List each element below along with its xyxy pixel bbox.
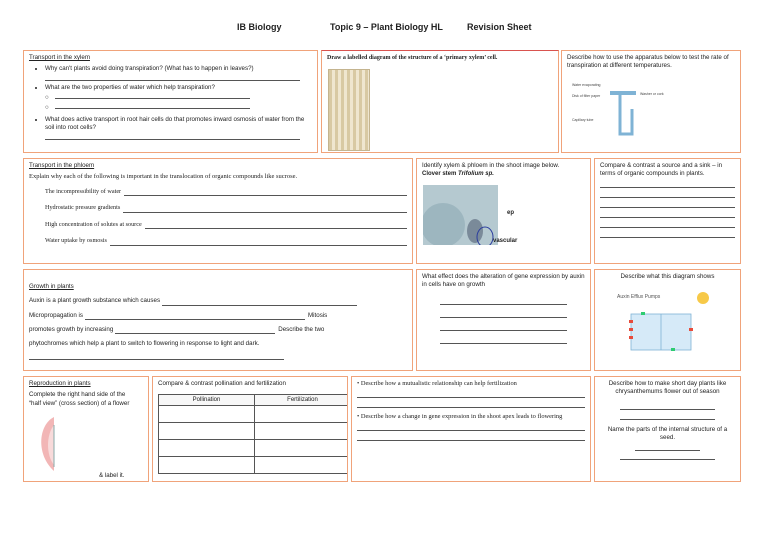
phloem-item: High concentration of solutes at source bbox=[45, 221, 407, 229]
auxin-expression-section bbox=[416, 269, 591, 371]
growth-section bbox=[23, 269, 413, 371]
xylem-question-2: • What are the two properties of water which help transpiration? ○ ○ bbox=[45, 84, 312, 113]
label-filter-paper: Disk of filter paper bbox=[572, 94, 601, 98]
xylem-question-1: • Why can't plants avoid doing transpiration? (What has to happen in leaves?) bbox=[45, 65, 312, 80]
xylem-micrograph bbox=[328, 69, 370, 151]
capillary-tube bbox=[620, 95, 632, 134]
growth-line-4: phytochromes which help a plant to switch to flowering in response to light and dark. bbox=[29, 340, 260, 348]
potometer-diagram bbox=[570, 79, 670, 144]
growth-line-3: promotes growth by increasing Describe the two bbox=[29, 326, 325, 334]
xylem-diagram-section bbox=[321, 50, 559, 153]
mutualism-question: • Describe how a mutualistic relationship can help fertilization bbox=[357, 380, 517, 387]
xylem-section bbox=[23, 50, 318, 153]
growth-line-1: Auxin is a plant growth substance which causes bbox=[29, 297, 407, 305]
pollination-section bbox=[152, 376, 348, 482]
mutualism-section bbox=[351, 376, 591, 482]
shoot-caption: Clover stem Trifolium sp. bbox=[422, 171, 494, 178]
label-it-text: & label it. bbox=[99, 472, 125, 479]
reproduction-text: Complete the right hand side of the “half view” (cross section) of a flower bbox=[29, 391, 130, 407]
phloem-item: Water uptake by osmosis bbox=[45, 237, 407, 245]
reproduction-title: Reproduction in plants bbox=[29, 380, 91, 387]
filter-paper-disk bbox=[610, 91, 636, 95]
auxin-label: Auxin Efflux Pumps bbox=[617, 294, 661, 300]
reproduction-section bbox=[23, 376, 149, 482]
seed-question: Name the parts of the internal structure of a seed. bbox=[607, 425, 728, 442]
label-capillary: Capillary tube bbox=[572, 118, 594, 122]
col-pollination: Pollination bbox=[159, 395, 255, 406]
col-fertilization: Fertilization bbox=[255, 395, 349, 406]
shoot-label-ep: ep bbox=[507, 210, 515, 216]
short-day-section bbox=[594, 376, 741, 482]
phloem-title: Transport in the phloem bbox=[29, 162, 95, 169]
sheet-title: Revision Sheet bbox=[467, 22, 532, 32]
label-washer: Washer or cork bbox=[640, 92, 664, 96]
phloem-item: Hydrostatic pressure gradients bbox=[45, 204, 407, 212]
label-water-evaporating: Water evaporating bbox=[572, 83, 601, 87]
source-sink-title: Compare & contrast a source and a sink – in terms of organic compounds in plants. bbox=[600, 162, 723, 178]
auxin-expression-title: What effect does the alteration of gene expression by auxin in cells have on growth bbox=[422, 273, 585, 289]
auxin-pumps-diagram bbox=[615, 288, 725, 358]
growth-title: Growth in plants bbox=[29, 283, 74, 290]
auxin-diagram-title: Describe what this diagram shows bbox=[620, 273, 715, 280]
clover-stem-image bbox=[423, 185, 513, 245]
shoot-title: Identify xylem & phloem in the shoot image below. bbox=[422, 162, 560, 169]
short-day-question: Describe how to make short day plants like chrysanthemums flower out of season bbox=[608, 380, 727, 396]
comparison-table bbox=[158, 394, 348, 474]
shoot-section bbox=[416, 158, 591, 264]
xylem-question-3: • What does active transport in root hair cells do that promotes inward osmosis of water from the soil into root cells? bbox=[45, 116, 312, 140]
phloem-item: The incompressibility of water bbox=[45, 188, 407, 196]
sun-icon bbox=[697, 292, 709, 304]
source-sink-section bbox=[594, 158, 741, 264]
xylem-diagram-title: Draw a labelled diagram of the structure of a ‘primary xylem’ cell. bbox=[327, 55, 498, 61]
growth-line-2: Micropropagation is Mitosis bbox=[29, 311, 328, 319]
phloem-section bbox=[23, 158, 413, 264]
topic-title: Topic 9 – Plant Biology HL bbox=[330, 22, 443, 32]
phloem-intro: Explain why each of the following is important in the translocation of organic compounds like sucrose. bbox=[29, 173, 298, 181]
xylem-title: Transport in the xylem bbox=[29, 54, 90, 61]
apparatus-section bbox=[561, 50, 741, 153]
apparatus-title: Describe how to use the apparatus below to test the rate of transpiration at different temperatures. bbox=[567, 54, 729, 70]
flower-half-view bbox=[34, 415, 74, 473]
gene-expression-question: • Describe how a change in gene expression in the shoot apex leads to flowering bbox=[357, 412, 563, 420]
shoot-label-vascular: vascular bbox=[493, 238, 518, 244]
auxin-diagram-section bbox=[594, 269, 741, 371]
course-title: IB Biology bbox=[237, 22, 282, 32]
pollination-title: Compare & contrast pollination and fertilization bbox=[158, 380, 286, 387]
